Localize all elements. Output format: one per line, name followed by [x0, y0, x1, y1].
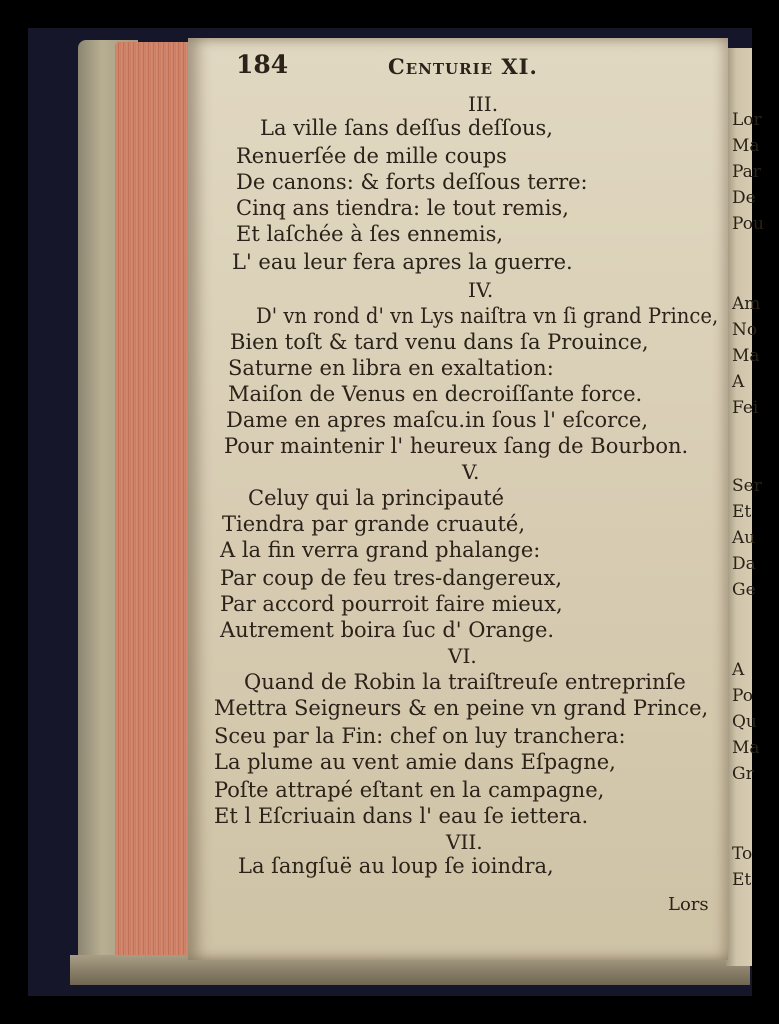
facing-fragment: Fei: [732, 398, 759, 418]
facing-fragment: Et: [732, 502, 752, 522]
verse-line: L' eau leur fera apres la guerre.: [232, 250, 573, 274]
facing-fragment: A: [732, 660, 745, 680]
verse-line: Poſte attrapé eſtant en la campagne,: [214, 778, 605, 802]
quatrain-numeral: VI.: [448, 644, 477, 668]
quatrain-numeral: IV.: [468, 278, 494, 302]
verse-line: Dame en apres maſcu.in ſous l' eſcorce,: [226, 408, 649, 432]
page-number: 184: [236, 50, 289, 79]
verse-line: Sceu par la Fin: chef on luy tranchera:: [214, 724, 626, 748]
facing-fragment: Ge: [732, 580, 756, 600]
quatrain-numeral: III.: [468, 92, 499, 116]
verse-line: Renuerſée de mille coups: [236, 144, 507, 168]
verse-line: La plume au vent amie dans Eſpagne,: [214, 750, 616, 774]
quatrain-numeral: VII.: [446, 830, 483, 854]
facing-fragment: Da: [732, 554, 756, 574]
facing-fragment: Au: [732, 528, 756, 548]
verse-line: Par coup de feu tres-dangereux,: [220, 566, 563, 590]
verse-line: Cinq ans tiendra: le tout remis,: [236, 196, 569, 220]
facing-fragment: Ma: [732, 346, 760, 366]
running-head: Centurie XI.: [388, 54, 538, 79]
verse-line: Pour maintenir l' heureux ſang de Bourbon.: [224, 434, 689, 458]
facing-fragment: To: [732, 844, 753, 864]
verse-line: La ſangſuë au loup ſe ioindra,: [238, 854, 554, 878]
verse-line: Quand de Robin la traiſtreuſe entreprinſe: [244, 670, 686, 694]
page-edges: [115, 42, 195, 957]
facing-page: [726, 48, 764, 966]
verse-line: Bien toſt & tard venu dans ſa Prouince,: [230, 330, 649, 354]
verse-line: Et l Eſcriuain dans l' eau ſe iettera.: [214, 804, 589, 828]
facing-fragment: Am: [732, 294, 761, 314]
facing-fragment: Ma: [732, 738, 760, 758]
facing-fragment: Et: [732, 870, 752, 890]
verse-line: Saturne en libra en exaltation:: [228, 356, 554, 380]
verse-line: La ville ſans deſſus deſſous,: [260, 116, 553, 140]
facing-fragment: Ser: [732, 476, 762, 496]
facing-fragment: Qu: [732, 712, 757, 732]
facing-fragment: No: [732, 320, 758, 340]
catchword: Lors: [668, 894, 709, 915]
facing-fragment: Gr: [732, 764, 754, 784]
verse-line: Mettra Seigneurs & en peine vn grand Prince,: [214, 696, 709, 720]
verse-line: Celuy qui la principauté: [248, 486, 505, 510]
facing-fragment: De: [732, 188, 756, 208]
verse-line: Autrement boira ſuc d' Orange.: [220, 618, 555, 642]
verse-line: A la fin verra grand phalange:: [220, 538, 541, 562]
facing-fragment: Po: [732, 686, 753, 706]
verse-line: Maiſon de Venus en decroiſſante force.: [228, 382, 643, 406]
verse-line: Par accord pourroit faire mieux,: [220, 592, 563, 616]
facing-fragment: Ma: [732, 136, 760, 156]
verse-line: Tiendra par grande cruauté,: [222, 512, 526, 536]
facing-fragment: Par: [732, 162, 761, 182]
verse-line: De canons: & forts deſſous terre:: [236, 170, 588, 194]
facing-fragment: Pou: [732, 214, 764, 234]
facing-fragment: Lor: [732, 110, 762, 130]
verse-line: D' vn rond d' vn Lys naiſtra vn ſi grand Prince,: [256, 304, 719, 328]
facing-fragment: A: [732, 372, 745, 392]
quatrain-numeral: V.: [462, 460, 480, 484]
verse-line: Et laſchée à ſes ennemis,: [236, 222, 504, 246]
